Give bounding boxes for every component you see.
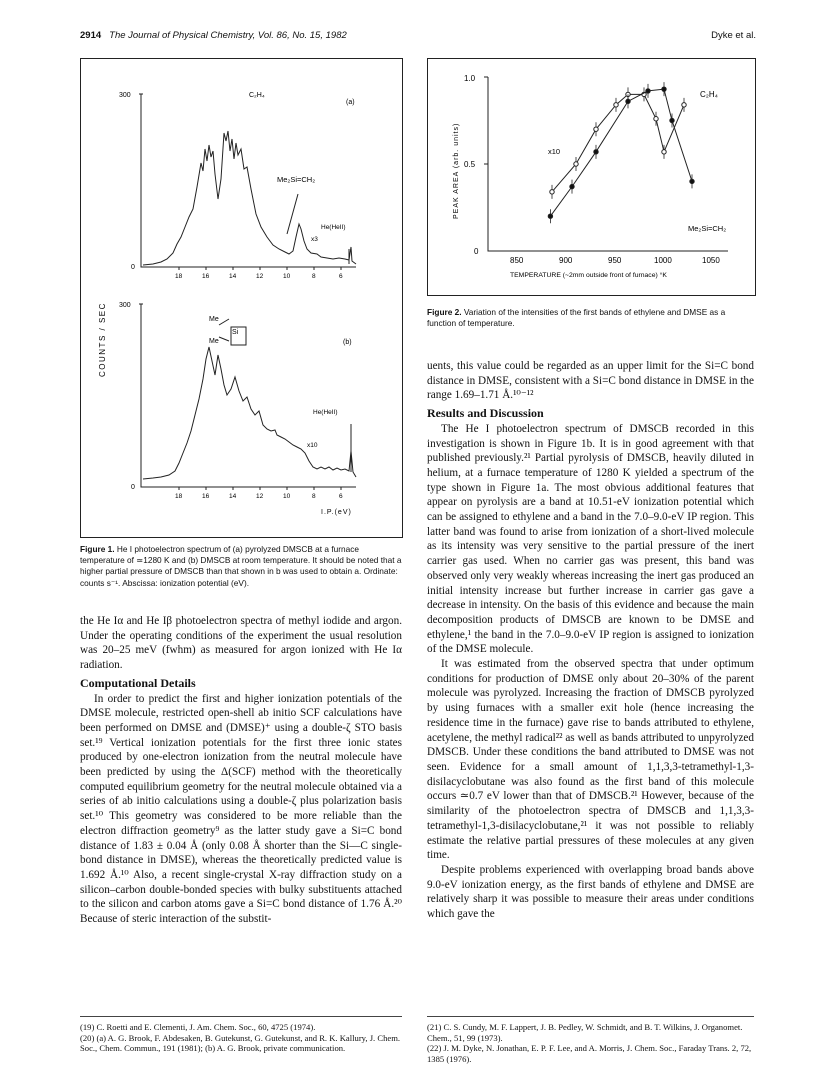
data-point — [654, 117, 658, 121]
data-point — [594, 127, 598, 131]
journal-citation: The Journal of Physical Chemistry, Vol. 86, No. 15, 1982 — [109, 30, 347, 41]
data-point — [570, 184, 574, 188]
panel-a-heii-label: He(HeII) — [321, 224, 346, 231]
panel-b-ymax: 300 — [119, 302, 131, 309]
panel-a-scale-label: x3 — [311, 236, 318, 243]
footnote: (19) C. Roetti and E. Clementi, J. Am. Chem. Soc., 60, 4725 (1974). — [80, 1022, 316, 1032]
figure-1 — [80, 58, 403, 538]
footnote-rule — [427, 1016, 754, 1017]
panel-a-spectrum — [143, 131, 356, 265]
panel-a-dmse-label: Me₂Si=CH₂ — [277, 175, 316, 184]
panel-a-xtick: 6 — [339, 273, 343, 280]
data-point — [682, 103, 686, 107]
dmscb-silicon: Si — [232, 329, 239, 336]
data-point — [626, 99, 630, 103]
panel-a-xtick: 14 — [229, 273, 237, 280]
figure-1-caption: Figure 1. He I photoelectron spectrum of (a) pyrolyzed DMSCB at a furnace temperature of ≃1280 K and (b) DMSCB at room temperature. It should be noted that a higher partial pressure of DMSCB than that shown in b was used to obtain a. Ordinate: counts s⁻¹. Abscissa: ionization potential (eV). — [80, 544, 402, 588]
figure-1-xlabel: I.P.(eV) — [321, 509, 352, 516]
figure-2-ytick: 0 — [474, 247, 479, 256]
dmscb-methyl-top: Me — [209, 316, 219, 323]
footnote-rule — [80, 1016, 402, 1017]
page-number: 2914 — [80, 30, 102, 41]
panel-b-xtick: 14 — [229, 493, 237, 500]
dmse-series-line — [550, 89, 692, 216]
panel-b-xtick: 8 — [312, 493, 316, 500]
scale-label: x10 — [548, 147, 561, 156]
dmscb-methyl-bottom: Me — [209, 338, 219, 345]
panel-b-heii-label: He(HeII) — [313, 409, 338, 416]
figure-2-caption: Figure 2. Variation of the intensities of the first bands of ethylene and DMSE as a function of temperature. — [427, 307, 726, 329]
data-point — [548, 214, 552, 218]
data-point — [594, 150, 598, 154]
figure-2-xtick: 1000 — [654, 256, 672, 265]
figure-2-xtick: 950 — [608, 256, 622, 265]
panel-a-ethylene-label: C₂H₄ — [249, 92, 265, 99]
data-point — [646, 89, 650, 93]
figure-2-ylabel: PEAK AREA (arb. units) — [453, 122, 460, 219]
panel-b-scale-label: x10 — [307, 442, 318, 449]
paragraph: Despite problems experienced with overlapping broad bands above 9.0-eV ionization energy, as the first bands of ethylene and DMSE are relatively sharp it was possible to measure their areas under conditions which gave the — [427, 863, 754, 921]
paragraph: In order to predict the first and higher ionization potentials of the DMSE molecule, restricted open-shell ab initio SCF calculations have been performed on DMSE and (DMSE)⁺ using a double-ζ STO basis set.¹⁹ Vertical ionization potentials for the first three ionic states produced by one-electron ionization from the neutral molecule have been predicted by using the Δ(SCF) method with the theoretically computed equilibrium geometry for the neutral molecule obtained via a series of ab initio calculations using a double-ζ plus polarization basis set.¹⁰ This geometry was considered to be more reliable than the electron diffraction geometry⁹ as the latter study gave a Si=C bond distance of 1.83 ± 0.04 Å (only 0.08 Å shorter than the Si—C single-bond distance in DMSE), whereas the theoretically predicted value is 1.692 Å.¹⁰ Also, a recent single-crystal X-ray diffraction study on a silicon–carbon double-bonded species with bulky substituents attached to the silicon and carbon atoms gave a Si=C bond distance of 1.76 Å.²⁰ Because of steric interaction of the substit- — [80, 692, 402, 926]
figure-2-ytick: 0.5 — [464, 160, 476, 169]
panel-a-xtick: 10 — [283, 273, 291, 280]
data-point — [662, 150, 666, 154]
figure-2 — [427, 58, 756, 296]
figure-2-xtick: 850 — [510, 256, 524, 265]
left-column-text — [80, 614, 402, 927]
ethylene-series-line — [552, 94, 684, 191]
panel-b-xtick: 16 — [202, 493, 210, 500]
figure-2-ytick: 1.0 — [464, 74, 476, 83]
section-heading: Results and Discussion — [427, 406, 544, 421]
running-header — [80, 30, 756, 44]
figure-2-xtick: 1050 — [702, 256, 720, 265]
panel-a-xtick: 12 — [256, 273, 264, 280]
panel-b-zero: 0 — [131, 484, 135, 491]
figure-1-spectra — [81, 59, 402, 537]
figure-2-xlabel: TEMPERATURE (~2mm outside front of furnace) °K — [510, 272, 667, 279]
authors: Dyke et al. — [711, 30, 756, 41]
footnotes-right — [427, 1022, 754, 1064]
panel-b-label: (b) — [343, 339, 352, 346]
figure-2-chart — [428, 59, 755, 295]
panel-b-xtick: 10 — [283, 493, 291, 500]
panel-b-xtick: 18 — [175, 493, 183, 500]
data-point — [662, 87, 666, 91]
data-point — [574, 162, 578, 166]
paragraph: the He Iα and He Iβ photoelectron spectra of methyl iodide and argon. Under the operating conditions of the experiment the usual resolution was 20–25 meV (fwhm) as measured for argon ionized with He Iα radiation. — [80, 615, 402, 672]
right-column-text — [427, 359, 754, 922]
footnotes-left — [80, 1022, 402, 1054]
panel-a-zero: 0 — [131, 264, 135, 271]
ethylene-series-label: C₂H₄ — [700, 90, 718, 99]
footnote: (22) J. M. Dyke, N. Jonathan, E. P. F. Lee, and A. Morris, J. Chem. Soc., Faraday Trans. 2, 72, 1385 (1976). — [427, 1043, 752, 1064]
panel-b-xtick: 12 — [256, 493, 264, 500]
data-point — [670, 118, 674, 122]
data-point — [690, 179, 694, 183]
panel-a-xtick: 16 — [202, 273, 210, 280]
panel-b-axes — [141, 304, 356, 487]
data-point — [614, 103, 618, 107]
panel-a-xtick: 8 — [312, 273, 316, 280]
footnote: (21) C. S. Cundy, M. F. Lappert, J. B. Pedley, W. Schmidt, and B. T. Wilkins, J. Organomet. Chem., 51, 99 (1973). — [427, 1022, 743, 1043]
panel-a-label: (a) — [346, 99, 355, 106]
dmse-series-label: Me₂Si=CH₂ — [688, 224, 727, 233]
panel-a-axes — [141, 94, 356, 267]
paragraph: The He I photoelectron spectrum of DMSCB recorded in this investigation is shown in Figure 1b. It is in good agreement with that published previously.²¹ Partial pyrolysis of DMSCB, heavily diluted in helium, at a furnace temperature of 1280 K yielded a spectrum of the type shown in Figure 1a. The most obvious additional features that appear on pyrolysis are a band at 10.51-eV ionization potential which can be assigned to ethylene and a band in the 7.0–9.0-eV IP region. This latter band was found to arise from ionization of a short-lived molecule as its intensity was very sensitive to the partial pressure of the inert carrier gas used. When no carrier gas was present, this band was observed only very weakly whereas increasing the inert gas produced an initial intensity increase but further increase in carrier gas gave a decrease in intensity. On the basis of this evidence and because the main decomposition products of DMSCB are known to be DMSE and ethylene,¹ the band in the 7.0–9.0-eV IP region is assigned to ionization of the DMSE molecule. — [427, 422, 754, 656]
panel-a-ymax: 300 — [119, 92, 131, 99]
figure-2-xtick: 900 — [559, 256, 573, 265]
paragraph: It was estimated from the observed spectra that under optimum conditions for production of DMSE only about 20–30% of the parent molecule was pyrolyzed. Increasing the fraction of DMSCB pyrolyzed by using furnaces with a smaller exit hole (hence increasing the residence time in the furnace) gave rise to bands attributed to ethylene, acetylene, the methyl radical²² as well as bands attributed to unpyrolyzed DMSCB. Under these conditions the band attributed to DMSE was not seen. Evidence for a small amount of 1,1,3,3-tetramethyl-1,3-disilacyclobutane was also found as the first band of this molecule occurs ≃0.7 eV lower than that of DMSCB.²¹ However, because of the similarity of the photoelectron spectra of DMSCB and 1,1,3,3-tetramethyl-1,3-disilacyclobutane,²¹ it was not possible to reliably estimate the relative partial pressures of these molecules at any given time. — [427, 658, 754, 862]
panel-b-xtick: 6 — [339, 493, 343, 500]
figure-1-ylabel: COUNTS / SEC — [98, 302, 107, 377]
section-heading: Computational Details — [80, 675, 196, 690]
footnote: (20) (a) A. G. Brook, F. Abdesaken, B. Gutekunst, G. Gutekunst, and R. K. Kallury, J. Chem. Soc., Chem. Commun., 191 (1981); (b) A. G. Brook, private communication. — [80, 1032, 401, 1053]
data-point — [550, 190, 554, 194]
paragraph: uents, this value could be regarded as an upper limit for the Si=C bond distance in DMSE, consistent with a Si=C bond distance in DMSE in the range 1.69–1.71 Å.¹⁰⁻¹² — [427, 360, 754, 402]
panel-a-xtick: 18 — [175, 273, 183, 280]
